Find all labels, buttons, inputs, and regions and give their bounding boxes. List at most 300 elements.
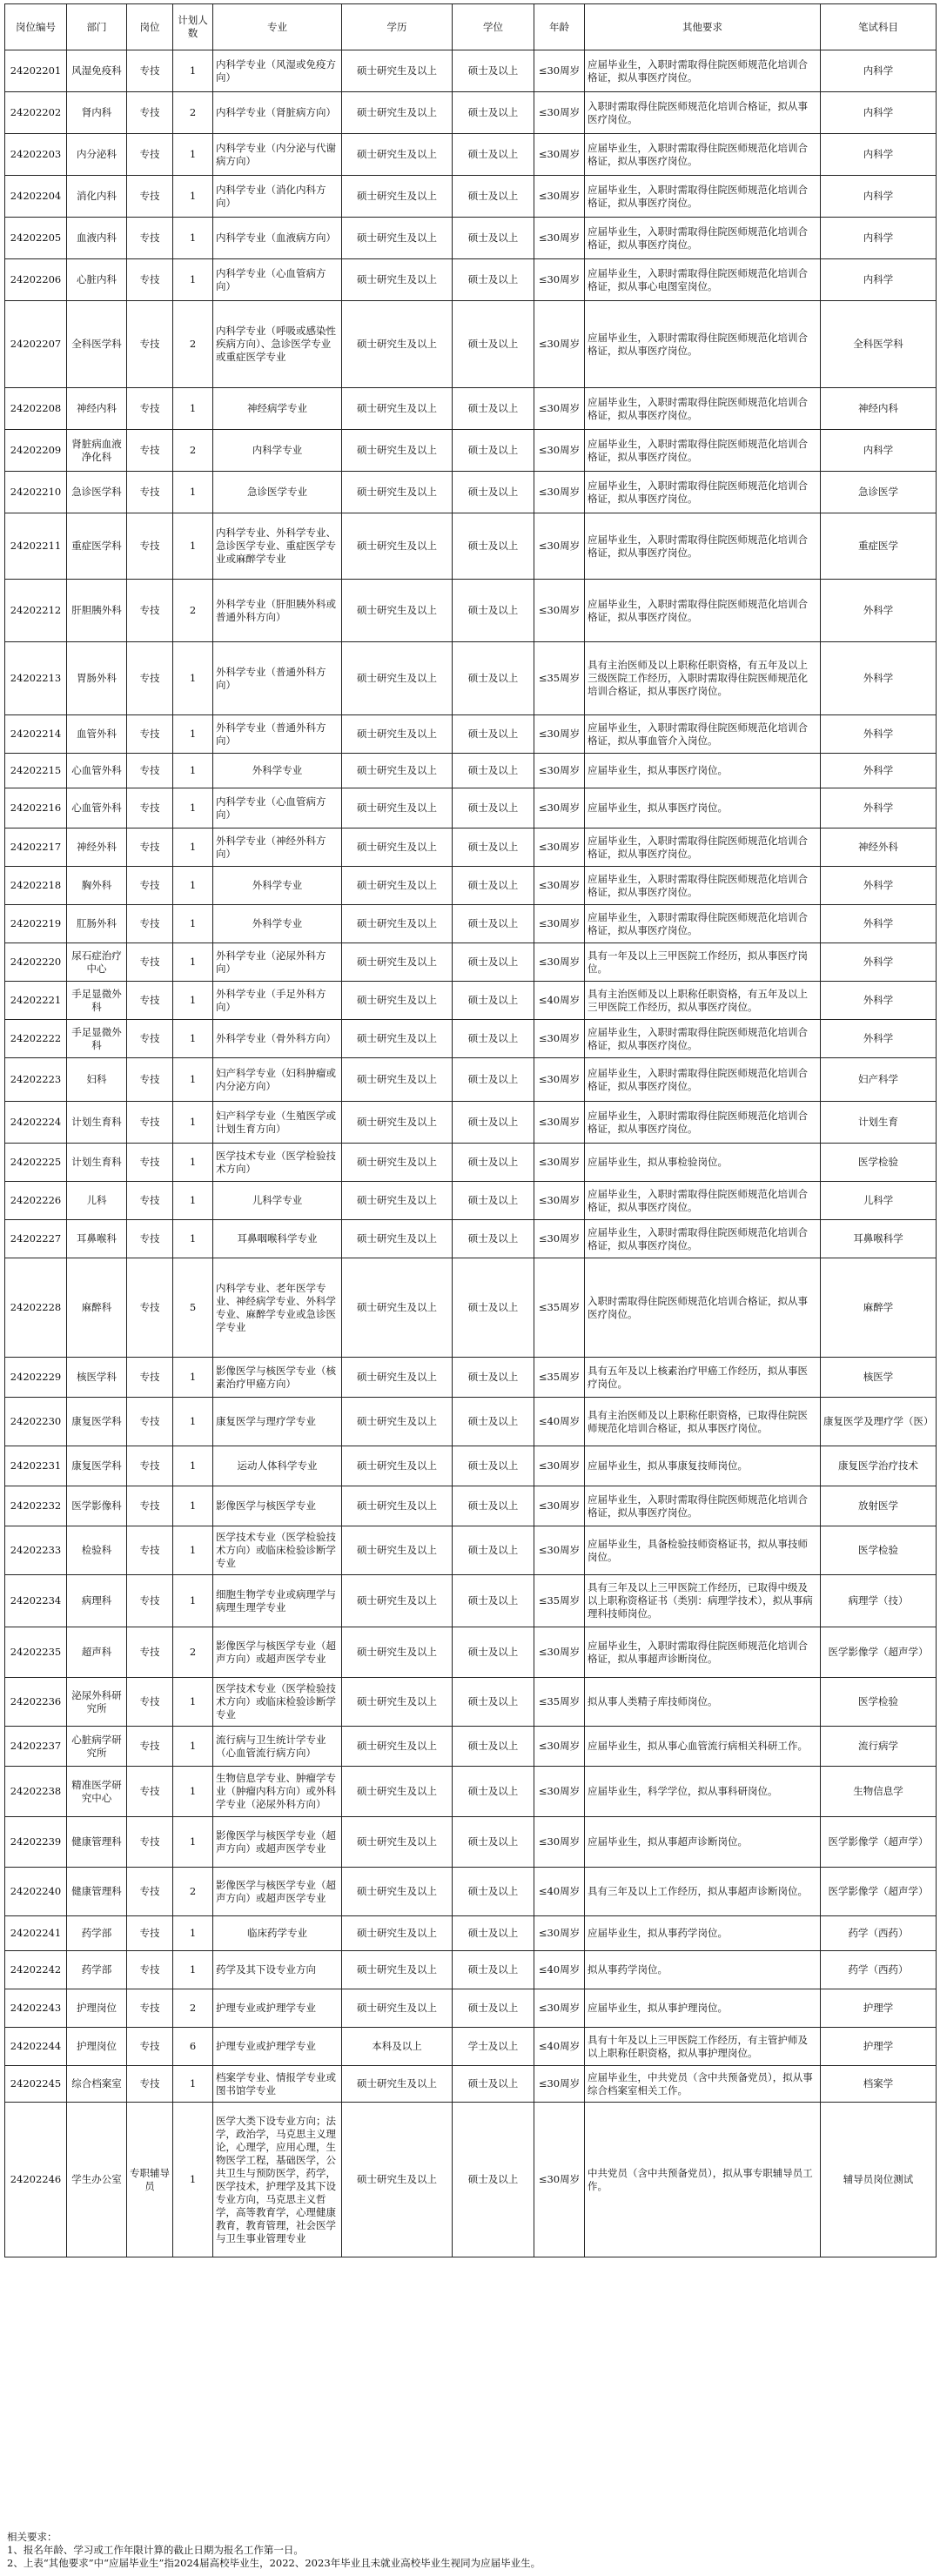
cell-count: 5: [173, 1258, 213, 1358]
table-row: [5, 1727, 937, 1767]
cell-major: 运动人体科学专业: [213, 1446, 342, 1486]
cell-edu: 硕士研究生及以上: [342, 943, 453, 982]
cell-code: 24202203: [5, 134, 67, 176]
cell-other: 应届毕业生，拟从事医疗岗位。: [585, 754, 821, 788]
cell-major: 影像医学与核医学专业（超声方向）或超声医学专业: [213, 1627, 342, 1678]
cell-exam: 内科学: [821, 50, 937, 92]
cell-edu: 硕士研究生及以上: [342, 1144, 453, 1182]
cell-degree: 硕士及以上: [453, 430, 534, 472]
cell-age: ≤30周岁: [534, 1627, 585, 1678]
cell-age: ≤40周岁: [534, 2028, 585, 2066]
cell-edu: 硕士研究生及以上: [342, 1627, 453, 1678]
cell-exam: 内科学: [821, 134, 937, 176]
cell-age: ≤30周岁: [534, 1727, 585, 1767]
cell-degree: 硕士及以上: [453, 1727, 534, 1767]
cell-dept: 药学部: [67, 1951, 127, 1989]
cell-count: 2: [173, 1868, 213, 1916]
cell-exam: 妇产科学: [821, 1058, 937, 1102]
cell-major: 医学技术专业（医学检验技术方向）或临床检验诊断学专业: [213, 1678, 342, 1727]
cell-other: 应届毕业生，入职时需取得住院医师规范化培训合格证，拟从事医疗岗位。: [585, 134, 821, 176]
cell-code: 24202235: [5, 1627, 67, 1678]
cell-code: 24202226: [5, 1182, 67, 1220]
table-row: [5, 1989, 937, 2028]
cell-age: ≤30周岁: [534, 259, 585, 301]
cell-age: ≤30周岁: [534, 513, 585, 580]
cell-dept: 手足显微外科: [67, 982, 127, 1020]
cell-degree: 硕士及以上: [453, 1868, 534, 1916]
table-row: [5, 134, 937, 176]
cell-edu: 硕士研究生及以上: [342, 513, 453, 580]
table-row: [5, 943, 937, 982]
cell-edu: 硕士研究生及以上: [342, 388, 453, 430]
cell-exam: 外科学: [821, 754, 937, 788]
cell-dept: 心脏病学研究所: [67, 1727, 127, 1767]
cell-count: 1: [173, 2066, 213, 2103]
cell-age: ≤35周岁: [534, 1358, 585, 1398]
cell-other: 具有三年及以上工作经历，拟从事超声诊断岗位。: [585, 1868, 821, 1916]
cell-age: ≤40周岁: [534, 1398, 585, 1446]
table-row: [5, 388, 937, 430]
cell-major: 影像医学与核医学专业（核素治疗甲癌方向）: [213, 1358, 342, 1398]
cell-degree: 硕士及以上: [453, 1144, 534, 1182]
cell-edu: 本科及以上: [342, 2028, 453, 2066]
cell-code: 24202241: [5, 1916, 67, 1951]
cell-degree: 硕士及以上: [453, 1102, 534, 1144]
table-row: [5, 1868, 937, 1916]
cell-count: 1: [173, 982, 213, 1020]
cell-edu: 硕士研究生及以上: [342, 1916, 453, 1951]
cell-edu: 硕士研究生及以上: [342, 176, 453, 218]
cell-code: 24202228: [5, 1258, 67, 1358]
cell-other: 应届毕业生，入职时需取得住院医师规范化培训合格证，拟从事血管介入岗位。: [585, 715, 821, 754]
table-row: [5, 642, 937, 715]
cell-edu: 硕士研究生及以上: [342, 92, 453, 134]
cell-dept: 尿石症治疗中心: [67, 943, 127, 982]
cell-dept: 超声科: [67, 1627, 127, 1678]
cell-code: 24202202: [5, 92, 67, 134]
table-row: [5, 1678, 937, 1727]
cell-count: 1: [173, 1358, 213, 1398]
cell-edu: 硕士研究生及以上: [342, 1220, 453, 1258]
cell-exam: 药学（西药）: [821, 1916, 937, 1951]
cell-dept: 心血管外科: [67, 788, 127, 828]
cell-degree: 硕士及以上: [453, 1446, 534, 1486]
cell-count: 1: [173, 715, 213, 754]
cell-post: 专技: [127, 176, 173, 218]
cell-other: 应届毕业生，入职时需取得住院医师规范化培训合格证，拟从事医疗岗位。: [585, 905, 821, 943]
cell-dept: 精准医学研究中心: [67, 1767, 127, 1817]
cell-post: 专技: [127, 513, 173, 580]
cell-major: 外科学专业: [213, 754, 342, 788]
cell-age: ≤30周岁: [534, 301, 585, 388]
cell-count: 1: [173, 754, 213, 788]
cell-major: 内科学专业（呼吸或感染性疾病方向）、急诊医学专业或重症医学专业: [213, 301, 342, 388]
cell-exam: 急诊医学: [821, 472, 937, 513]
cell-post: 专技: [127, 1989, 173, 2028]
cell-code: 24202240: [5, 1868, 67, 1916]
cell-count: 1: [173, 259, 213, 301]
table-row: [5, 828, 937, 867]
cell-code: 24202209: [5, 430, 67, 472]
cell-edu: 硕士研究生及以上: [342, 1817, 453, 1868]
cell-code: 24202230: [5, 1398, 67, 1446]
cell-exam: 病理学（技）: [821, 1575, 937, 1627]
cell-age: ≤30周岁: [534, 134, 585, 176]
cell-major: 耳鼻咽喉科学专业: [213, 1220, 342, 1258]
cell-major: 内科学专业、老年医学专业、神经病学专业、外科学专业、麻醉学专业或急诊医学专业: [213, 1258, 342, 1358]
cell-count: 2: [173, 580, 213, 642]
cell-dept: 血管外科: [67, 715, 127, 754]
cell-other: 应届毕业生，入职时需取得住院医师规范化培训合格证，拟从事医疗岗位。: [585, 176, 821, 218]
cell-count: 6: [173, 2028, 213, 2066]
header-count: 计划人数: [173, 4, 213, 50]
cell-count: 1: [173, 388, 213, 430]
cell-dept: 综合档案室: [67, 2066, 127, 2103]
cell-major: 急诊医学专业: [213, 472, 342, 513]
table-row: [5, 1916, 937, 1951]
cell-dept: 康复医学科: [67, 1446, 127, 1486]
cell-dept: 风湿免疫科: [67, 50, 127, 92]
cell-count: 1: [173, 1575, 213, 1627]
cell-age: ≤30周岁: [534, 788, 585, 828]
cell-age: ≤35周岁: [534, 642, 585, 715]
cell-count: 1: [173, 1398, 213, 1446]
cell-exam: 档案学: [821, 2066, 937, 2103]
cell-count: 1: [173, 1526, 213, 1575]
cell-major: 外科学专业（肝胆胰外科或普通外科方向）: [213, 580, 342, 642]
cell-degree: 硕士及以上: [453, 1020, 534, 1058]
cell-major: 内科学专业（心血管病方向）: [213, 259, 342, 301]
table-row: [5, 218, 937, 259]
cell-post: 专技: [127, 1220, 173, 1258]
cell-degree: 硕士及以上: [453, 1817, 534, 1868]
cell-code: 24202233: [5, 1526, 67, 1575]
cell-degree: 硕士及以上: [453, 301, 534, 388]
cell-post: 专技: [127, 1817, 173, 1868]
cell-code: 24202236: [5, 1678, 67, 1727]
cell-edu: 硕士研究生及以上: [342, 1258, 453, 1358]
cell-major: 内科学专业（血液病方向）: [213, 218, 342, 259]
cell-count: 2: [173, 1627, 213, 1678]
cell-other: 入职时需取得住院医师规范化培训合格证，拟从事医疗岗位。: [585, 92, 821, 134]
table-row: [5, 1220, 937, 1258]
cell-exam: 内科学: [821, 218, 937, 259]
cell-exam: 医学影像学（超声学）: [821, 1817, 937, 1868]
cell-code: 24202223: [5, 1058, 67, 1102]
cell-degree: 硕士及以上: [453, 1767, 534, 1817]
cell-edu: 硕士研究生及以上: [342, 1727, 453, 1767]
cell-other: 应届毕业生，入职时需取得住院医师规范化培训合格证，拟从事医疗岗位。: [585, 828, 821, 867]
cell-degree: 硕士及以上: [453, 1627, 534, 1678]
cell-exam: 外科学: [821, 788, 937, 828]
recruitment-table: [4, 3, 937, 2257]
cell-post: 专技: [127, 754, 173, 788]
table-row: [5, 715, 937, 754]
cell-count: 2: [173, 430, 213, 472]
cell-dept: 护理岗位: [67, 2028, 127, 2066]
cell-exam: 外科学: [821, 642, 937, 715]
cell-code: 24202215: [5, 754, 67, 788]
cell-other: 应届毕业生，拟从事医疗岗位。: [585, 788, 821, 828]
cell-exam: 外科学: [821, 905, 937, 943]
cell-degree: 硕士及以上: [453, 134, 534, 176]
cell-code: 24202201: [5, 50, 67, 92]
cell-code: 24202210: [5, 472, 67, 513]
cell-other: 拟从事药学岗位。: [585, 1951, 821, 1989]
table-row: [5, 513, 937, 580]
cell-age: ≤30周岁: [534, 388, 585, 430]
cell-age: ≤30周岁: [534, 430, 585, 472]
table-row: [5, 1144, 937, 1182]
cell-degree: 硕士及以上: [453, 92, 534, 134]
cell-edu: 硕士研究生及以上: [342, 982, 453, 1020]
cell-post: 专技: [127, 828, 173, 867]
cell-exam: 内科学: [821, 259, 937, 301]
cell-major: 儿科学专业: [213, 1182, 342, 1220]
cell-dept: 消化内科: [67, 176, 127, 218]
table-row: [5, 1951, 937, 1989]
cell-post: 专技: [127, 1446, 173, 1486]
cell-degree: 硕士及以上: [453, 867, 534, 905]
table-row: [5, 1102, 937, 1144]
cell-dept: 计划生育科: [67, 1102, 127, 1144]
cell-degree: 硕士及以上: [453, 580, 534, 642]
cell-exam: 康复医学及理疗学（医）: [821, 1398, 937, 1446]
table-row: [5, 1182, 937, 1220]
cell-major: 内科学专业（心血管病方向）: [213, 788, 342, 828]
table-row: [5, 1258, 937, 1358]
cell-degree: 硕士及以上: [453, 1182, 534, 1220]
header-code: 岗位编号: [5, 4, 67, 50]
cell-major: 影像医学与核医学专业: [213, 1486, 342, 1526]
cell-dept: 麻醉科: [67, 1258, 127, 1358]
cell-exam: 儿科学: [821, 1182, 937, 1220]
cell-post: 专技: [127, 905, 173, 943]
cell-edu: 硕士研究生及以上: [342, 1868, 453, 1916]
cell-dept: 泌尿外科研究所: [67, 1678, 127, 1727]
cell-count: 1: [173, 513, 213, 580]
cell-age: ≤30周岁: [534, 92, 585, 134]
cell-edu: 硕士研究生及以上: [342, 1951, 453, 1989]
cell-major: 细胞生物学专业或病理学与病理生理学专业: [213, 1575, 342, 1627]
table-row: [5, 2103, 937, 2257]
cell-count: 1: [173, 1817, 213, 1868]
cell-other: 具有五年及以上核素治疗甲癌工作经历，拟从事医疗岗位。: [585, 1358, 821, 1398]
cell-age: ≤35周岁: [534, 1575, 585, 1627]
cell-major: 生物信息学专业、肿瘤学专业（肿瘤内科方向）或外科学专业（泌尿外科方向）: [213, 1767, 342, 1817]
cell-age: ≤30周岁: [534, 1989, 585, 2028]
cell-count: 1: [173, 943, 213, 982]
cell-other: 应届毕业生，中共党员（含中共预备党员），拟从事综合档案室相关工作。: [585, 2066, 821, 2103]
cell-degree: 硕士及以上: [453, 642, 534, 715]
cell-other: 应届毕业生，入职时需取得住院医师规范化培训合格证，拟从事医疗岗位。: [585, 1182, 821, 1220]
cell-age: ≤30周岁: [534, 50, 585, 92]
table-row: [5, 50, 937, 92]
notes-section: [7, 2531, 930, 2570]
cell-dept: 护理岗位: [67, 1989, 127, 2028]
cell-dept: 病理科: [67, 1575, 127, 1627]
cell-post: 专技: [127, 430, 173, 472]
cell-degree: 硕士及以上: [453, 218, 534, 259]
cell-code: 24202206: [5, 259, 67, 301]
cell-degree: 硕士及以上: [453, 1220, 534, 1258]
cell-code: 24202211: [5, 513, 67, 580]
cell-edu: 硕士研究生及以上: [342, 1486, 453, 1526]
cell-major: 护理专业或护理学专业: [213, 1989, 342, 2028]
cell-exam: 全科医学科: [821, 301, 937, 388]
cell-major: 医学大类下设专业方向；法学，政治学，马克思主义理论，心理学，应用心理，生物医学工程，基础医学，公共卫生与预防医学，药学，医学技术，护理学及其下设专业方向，马克思主义哲学，高等教育学，心理健康教育，教育管理，社会医学与卫生事业管理专业: [213, 2103, 342, 2257]
cell-degree: 硕士及以上: [453, 982, 534, 1020]
cell-code: 24202212: [5, 580, 67, 642]
cell-other: 应届毕业生，入职时需取得住院医师规范化培训合格证，拟从事医疗岗位。: [585, 1058, 821, 1102]
cell-major: 外科学专业（神经外科方向）: [213, 828, 342, 867]
cell-other: 入职时需取得住院医师规范化培训合格证，拟从事医疗岗位。: [585, 1258, 821, 1358]
cell-post: 专技: [127, 788, 173, 828]
cell-code: 24202239: [5, 1817, 67, 1868]
cell-edu: 硕士研究生及以上: [342, 1102, 453, 1144]
cell-exam: 重症医学: [821, 513, 937, 580]
cell-count: 1: [173, 1951, 213, 1989]
cell-other: 应届毕业生，拟从事检验岗位。: [585, 1144, 821, 1182]
cell-degree: 硕士及以上: [453, 943, 534, 982]
cell-age: ≤30周岁: [534, 472, 585, 513]
cell-other: 应届毕业生，入职时需取得住院医师规范化培训合格证，拟从事心电图室岗位。: [585, 259, 821, 301]
cell-post: 专技: [127, 1102, 173, 1144]
cell-edu: 硕士研究生及以上: [342, 430, 453, 472]
cell-exam: 外科学: [821, 1020, 937, 1058]
cell-major: 内科学专业（消化内科方向）: [213, 176, 342, 218]
cell-other: 具有三年及以上三甲医院工作经历，已取得中级及以上职称资格证书（类别：病理学技术），拟从事病理科技师岗位。: [585, 1575, 821, 1627]
cell-exam: 外科学: [821, 982, 937, 1020]
cell-dept: 肾脏病血液净化科: [67, 430, 127, 472]
cell-degree: 硕士及以上: [453, 1526, 534, 1575]
cell-dept: 胃肠外科: [67, 642, 127, 715]
cell-code: 24202213: [5, 642, 67, 715]
cell-age: ≤30周岁: [534, 1446, 585, 1486]
cell-edu: 硕士研究生及以上: [342, 218, 453, 259]
cell-dept: 健康管理科: [67, 1868, 127, 1916]
cell-age: ≤30周岁: [534, 867, 585, 905]
cell-post: 专技: [127, 2028, 173, 2066]
cell-code: 24202234: [5, 1575, 67, 1627]
cell-major: 外科学专业（泌尿外科方向）: [213, 943, 342, 982]
cell-major: 药学及其下设专业方向: [213, 1951, 342, 1989]
cell-major: 内科学专业: [213, 430, 342, 472]
notes-item-1: 1、报名年龄、学习或工作年限计算的截止日期为报名工作第一日。: [7, 2544, 304, 2556]
cell-edu: 硕士研究生及以上: [342, 1678, 453, 1727]
cell-count: 1: [173, 218, 213, 259]
cell-other: 应届毕业生，入职时需取得住院医师规范化培训合格证，拟从事医疗岗位。: [585, 430, 821, 472]
cell-other: 应届毕业生，入职时需取得住院医师规范化培训合格证，拟从事医疗岗位。: [585, 580, 821, 642]
table-row: [5, 1767, 937, 1817]
cell-other: 应届毕业生，入职时需取得住院医师规范化培训合格证，拟从事医疗岗位。: [585, 513, 821, 580]
cell-post: 专技: [127, 867, 173, 905]
cell-major: 内科学专业、外科学专业、急诊医学专业、重症医学专业或麻醉学专业: [213, 513, 342, 580]
cell-other: 应届毕业生，拟从事心血管流行病相关科研工作。: [585, 1727, 821, 1767]
cell-count: 1: [173, 472, 213, 513]
cell-degree: 硕士及以上: [453, 754, 534, 788]
cell-exam: 麻醉学: [821, 1258, 937, 1358]
cell-other: 应届毕业生，入职时需取得住院医师规范化培训合格证，拟从事医疗岗位。: [585, 1020, 821, 1058]
cell-other: 具有主治医师及以上职称任职资格，有五年及以上三甲医院工作经历，拟从事医疗岗位。: [585, 982, 821, 1020]
header-other: 其他要求: [585, 4, 821, 50]
cell-post: 专技: [127, 1398, 173, 1446]
cell-edu: 硕士研究生及以上: [342, 1398, 453, 1446]
cell-edu: 硕士研究生及以上: [342, 134, 453, 176]
cell-age: ≤35周岁: [534, 1678, 585, 1727]
cell-count: 1: [173, 1916, 213, 1951]
cell-count: 1: [173, 1678, 213, 1727]
cell-dept: 心血管外科: [67, 754, 127, 788]
cell-age: ≤30周岁: [534, 1916, 585, 1951]
cell-code: 24202245: [5, 2066, 67, 2103]
cell-edu: 硕士研究生及以上: [342, 905, 453, 943]
cell-post: 专技: [127, 1020, 173, 1058]
cell-code: 24202229: [5, 1358, 67, 1398]
cell-age: ≤30周岁: [534, 1144, 585, 1182]
cell-post: 专技: [127, 1182, 173, 1220]
cell-other: 应届毕业生，拟从事护理岗位。: [585, 1989, 821, 2028]
cell-age: ≤30周岁: [534, 176, 585, 218]
cell-age: ≤30周岁: [534, 1817, 585, 1868]
header-age: 年龄: [534, 4, 585, 50]
cell-exam: 神经内科: [821, 388, 937, 430]
header-edu: 学历: [342, 4, 453, 50]
cell-code: 24202231: [5, 1446, 67, 1486]
cell-exam: 医学检验: [821, 1678, 937, 1727]
cell-age: ≤30周岁: [534, 1767, 585, 1817]
cell-post: 专技: [127, 1767, 173, 1817]
cell-post: 专技: [127, 1575, 173, 1627]
header-degree: 学位: [453, 4, 534, 50]
cell-major: 护理专业或护理学专业: [213, 2028, 342, 2066]
cell-exam: 外科学: [821, 867, 937, 905]
cell-other: 应届毕业生，科学学位，拟从事科研岗位。: [585, 1767, 821, 1817]
cell-edu: 硕士研究生及以上: [342, 1446, 453, 1486]
cell-age: ≤40周岁: [534, 1868, 585, 1916]
cell-edu: 硕士研究生及以上: [342, 715, 453, 754]
cell-code: 24202208: [5, 388, 67, 430]
cell-post: 专技: [127, 92, 173, 134]
cell-other: 具有一年及以上三甲医院工作经历，拟从事医疗岗位。: [585, 943, 821, 982]
cell-dept: 神经内科: [67, 388, 127, 430]
cell-exam: 内科学: [821, 176, 937, 218]
notes-title: 相关要求：: [7, 2531, 57, 2543]
cell-age: ≤30周岁: [534, 2103, 585, 2257]
cell-other: 具有主治医师及以上职称任职资格，已取得住院医师规范化培训合格证，拟从事医疗岗位。: [585, 1398, 821, 1446]
cell-other: 应届毕业生，拟从事药学岗位。: [585, 1916, 821, 1951]
table-row: [5, 1358, 937, 1398]
cell-dept: 神经外科: [67, 828, 127, 867]
cell-post: 专技: [127, 1258, 173, 1358]
cell-count: 2: [173, 1989, 213, 2028]
cell-major: 内科学专业（肾脏病方向）: [213, 92, 342, 134]
cell-edu: 硕士研究生及以上: [342, 754, 453, 788]
cell-degree: 硕士及以上: [453, 259, 534, 301]
table-row: [5, 92, 937, 134]
cell-other: 具有主治医师及以上职称任职资格，有五年及以上三级医院工作经历，入职时需取得住院医师规范化培训合格证，拟从事医疗岗位。: [585, 642, 821, 715]
cell-other: 应届毕业生，入职时需取得住院医师规范化培训合格证，拟从事医疗岗位。: [585, 218, 821, 259]
cell-code: 24202214: [5, 715, 67, 754]
cell-exam: 内科学: [821, 430, 937, 472]
cell-exam: 生物信息学: [821, 1767, 937, 1817]
cell-age: ≤40周岁: [534, 982, 585, 1020]
cell-post: 专技: [127, 1678, 173, 1727]
table-row: [5, 1398, 937, 1446]
cell-dept: 药学部: [67, 1916, 127, 1951]
cell-code: 24202205: [5, 218, 67, 259]
cell-major: 流行病与卫生统计学专业（心血管流行病方向）: [213, 1727, 342, 1767]
